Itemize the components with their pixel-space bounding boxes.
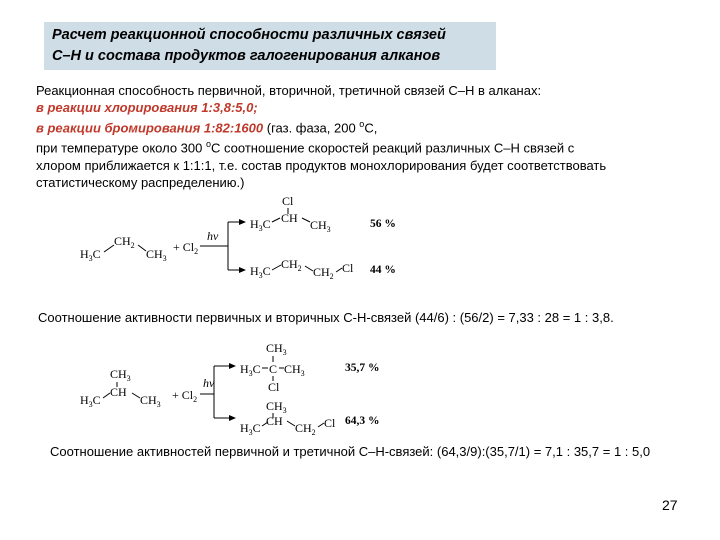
r2p2-right: $CH_2$ (295, 421, 316, 437)
r2-top: $CH_3$ (110, 367, 131, 383)
bromination-note: (газ. фаза, 200 (263, 120, 360, 136)
r2p1-left: $H_3C$ (240, 362, 261, 378)
arrow-head (229, 415, 236, 421)
r1-h3c: $H_3C$ (80, 247, 101, 263)
r1p2-mid: $CH_2$ (281, 257, 302, 273)
r2p1-percent: 35,7 % (345, 362, 380, 374)
reaction-2-product-2 (240, 399, 380, 437)
bond (103, 393, 110, 398)
bond (287, 421, 295, 426)
r1-ch3: $CH_3$ (146, 247, 167, 263)
r2p1-right: $CH_3$ (284, 362, 305, 378)
intro-line-4a: при температуре около 300 (36, 140, 206, 156)
arrow-head (229, 363, 236, 369)
chlorination-ratio: в реакции хлорирования 1:3,8:5,0; (36, 100, 258, 115)
bond (302, 218, 310, 222)
r2p2-mid: CH (266, 414, 283, 428)
r2-left: $H_3C$ (80, 393, 101, 409)
r2p2-cl: Cl (324, 416, 336, 430)
reaction-1-reactant (80, 229, 219, 263)
r2-mid: CH (110, 385, 127, 399)
title-line-2: С–Н и состава продуктов галогенирования алканов (52, 48, 441, 64)
ratio-primary-secondary: Соотношение активности первичных и вторичных С-Н-связей (44/6) : (56/2) = 7,33 : 28 = 1 : 3,8. (38, 310, 614, 325)
reaction-2 (80, 341, 380, 437)
r2p2-percent: 64,3 % (345, 415, 380, 427)
intro-line-5: хлором приближается к 1:1:1, т.е. состав продуктов монохлорирования будет соответствовать (36, 157, 607, 173)
r1p1-left: $H_3C$ (250, 217, 271, 233)
r1-condition: hν (207, 229, 219, 243)
r1-ch2: $CH_2$ (114, 234, 135, 250)
reaction-1-product-1 (250, 194, 396, 234)
r1p1-cl: Cl (282, 194, 294, 208)
bond (272, 265, 281, 270)
r2-right: $CH_3$ (140, 393, 161, 409)
r2p2-left: $H_3C$ (240, 421, 261, 437)
r2p1-top: $CH_3$ (266, 341, 287, 357)
title-line-1: Расчет реакционной способности различных связей (52, 27, 446, 43)
r2p2-top: $CH_3$ (266, 399, 287, 415)
arrow-head (239, 219, 246, 225)
intro-line-1: Реакционная способность первичной, вторичной, третичной связей С–Н в алканах: (36, 83, 542, 98)
intro-line-4b: С соотношение скоростей реакций различных С–Н связей с (211, 140, 575, 156)
bond (272, 218, 280, 222)
r1p1-percent: 56 % (370, 218, 396, 230)
reaction-1-product-2 (250, 257, 396, 281)
r1p2-percent: 44 % (370, 264, 396, 276)
r1p2-cl: Cl (342, 261, 354, 275)
r2-condition: hν (203, 376, 215, 390)
reaction-2-product-1 (240, 341, 380, 394)
bromination-note-end: С, (364, 120, 378, 136)
bond (132, 393, 140, 398)
r1p2-right: $CH_2$ (313, 265, 334, 281)
bond (104, 245, 114, 252)
intro-line-6: статистическому распределению.) (36, 174, 245, 190)
ratio-primary-tertiary: Соотношение активностей первичной и третичной С–Н-связей: (64,3/9):(35,7/1) = 7,1 : 35,7 = 1 : 5,0 (50, 444, 651, 459)
bromination-ratio: в реакции бромирования 1:82:1600 (36, 120, 264, 136)
bond (138, 245, 146, 251)
r2-reagent: + $Cl_2$ (172, 388, 198, 404)
r1p2-left: $H_3C$ (250, 264, 271, 280)
degree-symbol-2: о (205, 139, 211, 150)
bond (305, 266, 313, 271)
reaction-1 (80, 194, 396, 281)
r1-reagent: + $Cl_2$ (173, 240, 199, 256)
page-number: 27 (662, 497, 678, 513)
r1p1-right: $CH_3$ (310, 218, 331, 234)
reaction-2-reactant (80, 367, 215, 409)
arrow-head (239, 267, 246, 273)
r2p1-bottom: Cl (268, 380, 280, 394)
r1p1-mid: CH (281, 211, 298, 225)
reaction-2-arrows (200, 366, 232, 418)
r2p1-mid: C (269, 362, 278, 376)
degree-symbol-1: о (359, 119, 365, 129)
